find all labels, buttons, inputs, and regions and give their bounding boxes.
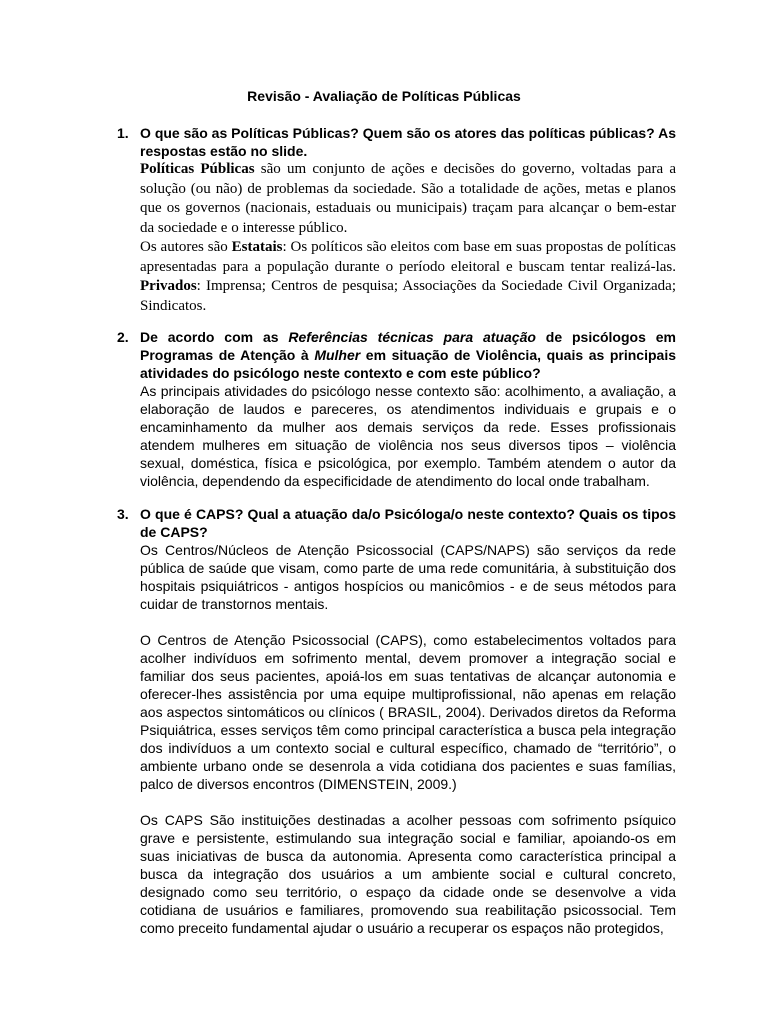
answer-paragraph: As principais atividades do psicólogo nesse contexto são: acolhimento, a avaliação, a elaboração de laudos e pareceres, os atendimentos individuais e grupais e o encaminhamento da mulher aos demais serviços da rede. Esses profissionais atendem mulheres em situação de violência nos seus diversos tipos – violência sexual, doméstica, física e psicológica, por exemplo. Também atendem o autor da violência, dependendo da especificidade de atendimento do local onde trabalham. — [140, 383, 676, 489]
bold-term: Estatais — [231, 239, 283, 255]
question-part: em situação de Violência, quais as principais atividades do psicólogo neste contexto e com este público? — [140, 347, 676, 381]
item-body — [140, 328, 676, 490]
question-text: O que são as Políticas Públicas? Quem são os atores das políticas públicas? As respostas estão no slide. — [140, 125, 676, 159]
answer-text: : Imprensa; Centros de pesquisa; Associações da Sociedade Civil Organizada; Sindicatos. — [140, 278, 676, 314]
question-text: O que é CAPS? Qual a atuação da/o Psicóloga/o neste contexto? Quais os tipos de CAPS? — [140, 506, 676, 540]
answer-paragraph — [140, 238, 676, 316]
item-body — [140, 505, 676, 937]
question-text — [140, 328, 676, 382]
answer-paragraph: O Centros de Atenção Psicossocial (CAPS), como estabelecimentos voltados para acolher indivíduos em sofrimento mental, devem promover a integração social e familiar dos seus pacientes, apoiá-los em suas tentativas de alcançar autonomia e oferecer-lhes assistência por uma equipe multiprofissional, não apenas em relação aos aspectos sintomáticos ou clínicos ( BRASIL, 2004). Derivados diretos da Reforma Psiquiátrica, esses serviços têm como principal característica a busca pela integração dos indivíduos a um contexto social e cultural específico, chamado de “território”, o ambiente urbano onde se desenrola a vida cotidiana dos pacientes e suas famílias, palco de diversos encontros (DIMENSTEIN, 2009.) — [140, 632, 676, 792]
answer-text: : Os políticos são eleitos com base em suas propostas de políticas apresentadas para a população durante o período eleitoral e buscam tentar realizá-las. — [140, 239, 676, 275]
answer-text: Os autores são — [140, 239, 232, 255]
item-number: 2. — [117, 329, 129, 345]
question-part: de psicólogos em Programas de Atenção à — [140, 329, 676, 363]
bold-term: Políticas Públicas — [140, 161, 255, 177]
answer-paragraph: Os CAPS São instituições destinadas a acolher pessoas com sofrimento psíquico grave e persistente, estimulando sua integração social e familiar, apoiando-os em suas iniciativas de busca da autonomia. Apresenta como característica principal a busca da integração dos usuários a um ambiente social e cultural concreto, designado como seu território, o espaço da cidade onde se desenvolve a vida cotidiana de usuários e familiares, promovendo sua reabilitação psicossocial. Tem como preceito fundamental ajudar o usuário a recuperar os espaços não protegidos, — [140, 812, 676, 936]
italic-term: Mulher — [314, 347, 361, 363]
answer-paragraph: Os Centros/Núcleos de Atenção Psicossocial (CAPS/NAPS) são serviços da rede pública de saúde que visam, como parte de uma rede comunitária, à substituição dos hospitais psiquiátricos - antigos hospícios ou manicômios - e de seus métodos para cuidar de transtornos mentais. — [140, 542, 676, 612]
italic-term: Referências técnicas para atuação — [288, 329, 536, 345]
item-number: 1. — [117, 125, 129, 141]
bold-term: Privados — [140, 278, 197, 294]
item-body — [140, 124, 676, 316]
paragraph-spacer — [140, 793, 676, 811]
paragraph-spacer — [140, 613, 676, 631]
answer-text: são um conjunto de ações e decisões do governo, voltadas para a solução (ou não) de problemas da sociedade. São a totalidade de ações, metas e planos que os governos (nacionais, estaduais ou municipais) traçam para alcançar o bem-estar da sociedade e o interesse público. — [140, 161, 676, 236]
question-part: De acordo com as — [140, 329, 289, 345]
document-title: Revisão - Avaliação de Políticas Públicas — [247, 88, 521, 104]
item-number: 3. — [117, 506, 129, 522]
answer-paragraph — [140, 160, 676, 238]
